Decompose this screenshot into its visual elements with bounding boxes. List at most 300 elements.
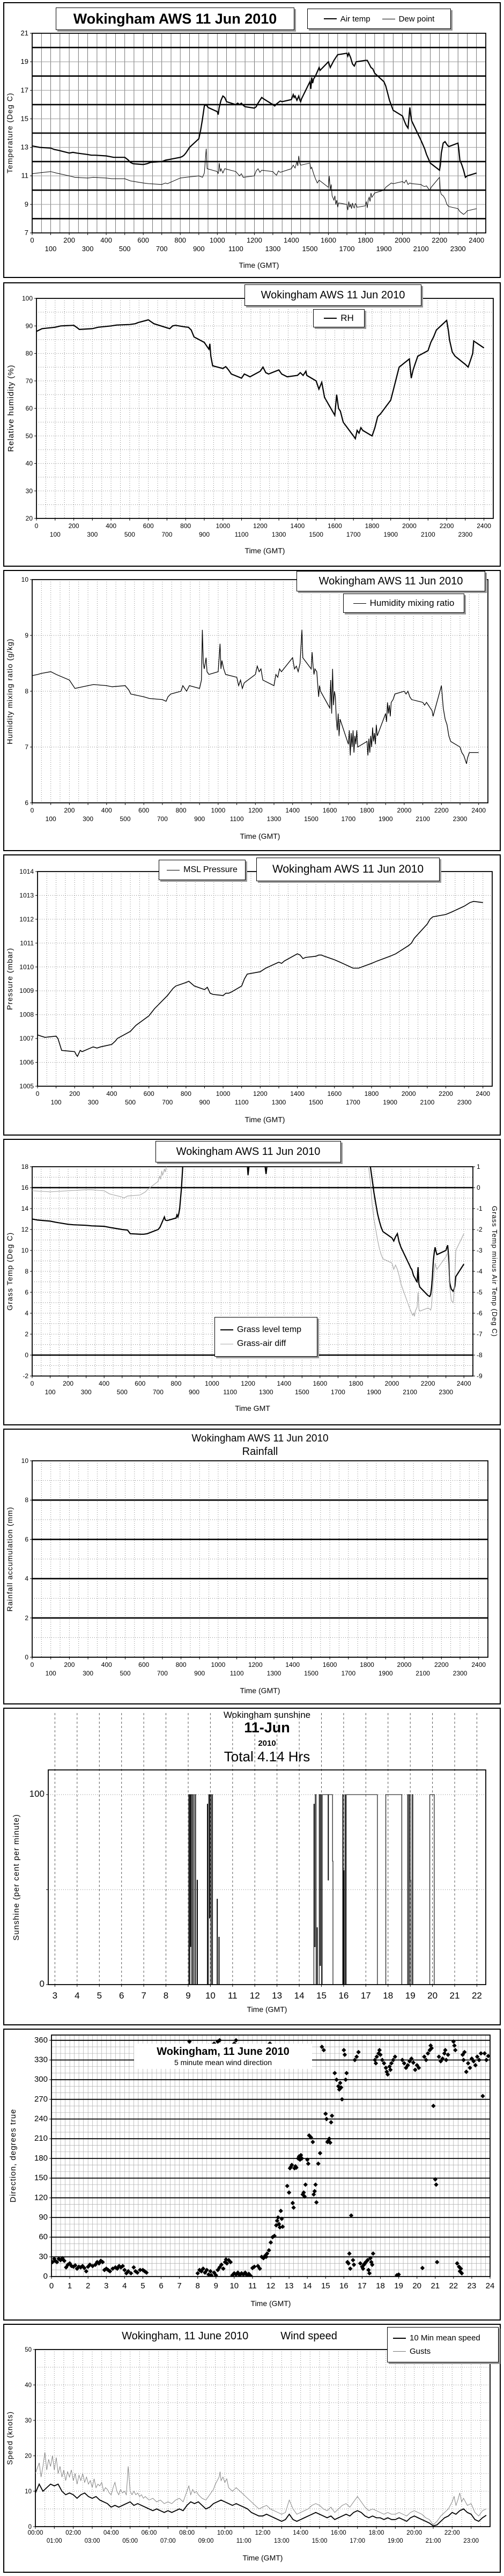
- legend-label: Dew point: [398, 14, 435, 24]
- grass-temp-plot: [4, 1140, 502, 1426]
- legend-item-gusts: [393, 2347, 431, 2356]
- svg-text:300: 300: [80, 1388, 92, 1396]
- svg-text:1100: 1100: [234, 1099, 249, 1106]
- svg-text:17: 17: [358, 2281, 367, 2290]
- chart-title-2: Wind speed: [280, 2330, 337, 2342]
- svg-text:15: 15: [321, 2281, 330, 2290]
- y-axis-label: Temperature (Deg C): [5, 92, 14, 174]
- svg-text:2: 2: [25, 1614, 28, 1622]
- svg-text:21: 21: [20, 29, 28, 37]
- svg-text:15: 15: [316, 1990, 327, 2001]
- svg-text:30: 30: [39, 2252, 48, 2262]
- y2-axis-label: Grass Temp minus Air Temp (Deg C): [491, 1205, 499, 1337]
- svg-text:7: 7: [25, 743, 28, 751]
- svg-text:18: 18: [21, 1163, 28, 1170]
- svg-text:1700: 1700: [341, 1670, 356, 1677]
- chart-title-row: [74, 2330, 385, 2343]
- x-axis-label: Time (GMT): [239, 261, 279, 269]
- svg-text:1500: 1500: [304, 1670, 318, 1677]
- svg-text:11:00: 11:00: [236, 2538, 251, 2544]
- svg-text:2100: 2100: [413, 245, 429, 253]
- svg-text:0: 0: [49, 2281, 54, 2290]
- svg-text:400: 400: [101, 1661, 112, 1668]
- svg-text:1000: 1000: [216, 522, 231, 530]
- svg-text:1200: 1200: [253, 1090, 268, 1097]
- svg-text:500: 500: [120, 1670, 131, 1677]
- svg-text:11: 11: [227, 1990, 238, 2001]
- svg-text:7: 7: [24, 229, 28, 237]
- svg-text:19: 19: [394, 2281, 403, 2290]
- svg-text:240: 240: [34, 2114, 48, 2124]
- svg-text:900: 900: [188, 1388, 200, 1396]
- svg-text:19:00: 19:00: [387, 2538, 403, 2544]
- svg-text:900: 900: [194, 815, 205, 823]
- svg-text:2: 2: [86, 2281, 91, 2290]
- svg-text:2100: 2100: [416, 815, 430, 823]
- svg-text:2000: 2000: [402, 522, 417, 530]
- svg-text:02:00: 02:00: [65, 2530, 81, 2536]
- svg-text:21: 21: [431, 2281, 440, 2290]
- svg-text:3: 3: [52, 1990, 58, 2001]
- svg-text:06:00: 06:00: [141, 2530, 157, 2536]
- chart-title: [56, 8, 294, 30]
- svg-text:300: 300: [81, 245, 94, 253]
- svg-text:2300: 2300: [458, 531, 473, 538]
- chart-title-text: Wokingham AWS 11 Jun 2010: [176, 1145, 321, 1158]
- svg-text:23: 23: [467, 2281, 477, 2290]
- rh-line-swatch: [324, 318, 337, 319]
- svg-text:2400: 2400: [469, 236, 485, 244]
- svg-text:2400: 2400: [477, 522, 491, 530]
- svg-text:11: 11: [248, 2281, 257, 2290]
- svg-text:03:00: 03:00: [84, 2538, 100, 2544]
- svg-text:300: 300: [83, 1670, 94, 1677]
- svg-text:0: 0: [25, 1351, 28, 1359]
- svg-text:900: 900: [199, 1099, 210, 1106]
- svg-text:30: 30: [25, 487, 33, 495]
- svg-text:1008: 1008: [19, 1011, 34, 1019]
- svg-text:300: 300: [83, 815, 94, 823]
- svg-text:17: 17: [20, 86, 28, 94]
- svg-text:16: 16: [339, 2281, 349, 2290]
- svg-text:2400: 2400: [456, 1380, 471, 1387]
- svg-text:0: 0: [30, 1661, 34, 1668]
- legend-item-dew-point: [382, 14, 435, 24]
- svg-text:2000: 2000: [395, 236, 411, 244]
- svg-text:12: 12: [249, 1990, 260, 2001]
- svg-text:8: 8: [25, 687, 28, 695]
- svg-text:09:00: 09:00: [198, 2538, 214, 2544]
- svg-text:2000: 2000: [397, 807, 412, 814]
- svg-text:1600: 1600: [313, 1380, 328, 1387]
- svg-text:2: 2: [25, 1330, 28, 1338]
- svg-text:1500: 1500: [304, 815, 318, 823]
- chart-title-text: Wokingham AWS 11 Jun 2010: [261, 289, 405, 301]
- chart-subtitle: Rainfall: [242, 1446, 278, 1458]
- svg-text:2100: 2100: [420, 531, 435, 538]
- chart-title: Wokingham, 11 June 2010: [122, 2330, 249, 2342]
- svg-text:1800: 1800: [364, 1090, 379, 1097]
- svg-text:0: 0: [35, 1090, 40, 1097]
- svg-text:8: 8: [25, 1496, 28, 1504]
- svg-text:1400: 1400: [285, 1661, 300, 1668]
- svg-text:22: 22: [449, 2281, 458, 2290]
- svg-text:12:00: 12:00: [255, 2530, 271, 2536]
- svg-text:1: 1: [477, 1163, 480, 1170]
- svg-text:400: 400: [101, 807, 112, 814]
- svg-text:12: 12: [266, 2281, 276, 2290]
- svg-text:2400: 2400: [476, 1090, 491, 1097]
- svg-text:1: 1: [67, 2281, 72, 2290]
- svg-text:50: 50: [25, 432, 33, 440]
- x-axis-label: Time (GMT): [240, 832, 280, 840]
- svg-text:8: 8: [195, 2281, 200, 2290]
- svg-text:2200: 2200: [434, 1661, 449, 1668]
- svg-text:18: 18: [376, 2281, 385, 2290]
- svg-text:100: 100: [50, 1099, 62, 1106]
- svg-text:7: 7: [141, 1990, 146, 2001]
- svg-text:18:00: 18:00: [368, 2530, 384, 2536]
- svg-text:0: 0: [28, 2524, 32, 2530]
- svg-text:1005: 1005: [19, 1082, 34, 1090]
- svg-text:11: 11: [21, 171, 28, 180]
- svg-text:17: 17: [360, 1990, 371, 2001]
- chart-legend: [387, 2327, 499, 2362]
- svg-text:1007: 1007: [19, 1035, 34, 1043]
- chart-title-text: Wokingham AWS 11 Jun 2010: [73, 10, 277, 27]
- y-axis-label: Grass Temp (Deg C): [5, 1232, 14, 1311]
- svg-text:-5: -5: [477, 1289, 483, 1296]
- svg-text:60: 60: [25, 405, 33, 412]
- y-axis-label: Pressure (mbar): [5, 947, 14, 1011]
- legend-item-mean-speed: [393, 2333, 480, 2343]
- svg-text:13: 13: [284, 2281, 294, 2290]
- svg-text:900: 900: [198, 531, 210, 538]
- chart-legend: [159, 860, 246, 880]
- svg-text:1500: 1500: [309, 531, 323, 538]
- svg-text:1900: 1900: [376, 245, 392, 253]
- gusts-line-swatch: [393, 2351, 406, 2352]
- svg-text:23:00: 23:00: [463, 2538, 479, 2544]
- svg-text:100: 100: [49, 531, 61, 538]
- chart-title: Wokingham, 11 June 2010: [157, 2046, 290, 2058]
- svg-text:1600: 1600: [321, 236, 336, 244]
- svg-text:15:00: 15:00: [312, 2538, 328, 2544]
- svg-text:6: 6: [25, 799, 28, 807]
- svg-text:21: 21: [449, 1990, 460, 2001]
- rainfall-plot: [4, 1430, 502, 1706]
- svg-text:07:00: 07:00: [160, 2538, 176, 2544]
- svg-text:1700: 1700: [346, 1099, 360, 1106]
- svg-text:1100: 1100: [223, 1388, 238, 1396]
- chart-panel-wind-speed: [3, 2324, 501, 2573]
- svg-text:21:00: 21:00: [425, 2538, 441, 2544]
- svg-text:6: 6: [118, 1990, 124, 2001]
- svg-text:800: 800: [180, 522, 191, 530]
- svg-text:9: 9: [24, 200, 28, 208]
- svg-text:22:00: 22:00: [444, 2530, 460, 2536]
- svg-text:2300: 2300: [457, 1099, 472, 1106]
- svg-text:2200: 2200: [420, 1380, 435, 1387]
- svg-text:200: 200: [64, 807, 75, 814]
- svg-text:1600: 1600: [327, 1090, 342, 1097]
- pressure-plot: [4, 855, 502, 1137]
- legend-item-grass-air-diff: [220, 1339, 286, 1349]
- svg-text:80: 80: [25, 349, 33, 357]
- svg-text:1400: 1400: [277, 1380, 292, 1387]
- svg-text:5: 5: [97, 1990, 102, 2001]
- svg-text:0: 0: [477, 1184, 480, 1191]
- svg-text:10: 10: [25, 2489, 32, 2495]
- legend-item-msl-pressure: [167, 865, 238, 875]
- svg-text:14:00: 14:00: [293, 2530, 309, 2536]
- svg-text:04:00: 04:00: [103, 2530, 119, 2536]
- svg-text:400: 400: [106, 522, 117, 530]
- svg-text:-2: -2: [477, 1226, 483, 1233]
- rh-plot: [4, 283, 502, 568]
- chart-panel-grass-temp: [3, 1139, 501, 1425]
- y-axis-label: Humidity mixing ratio (g/kg): [5, 638, 14, 744]
- svg-text:13: 13: [272, 1990, 283, 2001]
- svg-text:1700: 1700: [339, 245, 355, 253]
- svg-text:800: 800: [175, 807, 187, 814]
- chart-panel-wind-direction: [3, 2029, 501, 2321]
- svg-text:300: 300: [87, 1099, 99, 1106]
- svg-text:1100: 1100: [229, 815, 244, 823]
- legend-item-mixing-ratio: [353, 598, 455, 609]
- svg-text:1800: 1800: [360, 807, 374, 814]
- svg-text:-2: -2: [23, 1372, 28, 1380]
- y-axis-label: Rainfall accumulation (mm): [5, 1506, 14, 1612]
- chart-title: Wokingham sunshine: [223, 1710, 311, 1720]
- svg-text:1600: 1600: [322, 807, 337, 814]
- chart-title-box: [134, 2044, 312, 2069]
- svg-text:2200: 2200: [434, 807, 449, 814]
- svg-text:180: 180: [34, 2153, 48, 2163]
- svg-text:2000: 2000: [384, 1380, 399, 1387]
- svg-text:08:00: 08:00: [179, 2530, 195, 2536]
- svg-text:19: 19: [405, 1990, 416, 2001]
- svg-text:16: 16: [338, 1990, 349, 2001]
- y-axis-label: Relative humidity (%): [6, 364, 16, 452]
- svg-text:0: 0: [30, 236, 34, 244]
- legend-label: 10 Min mean speed: [410, 2333, 480, 2343]
- svg-text:2100: 2100: [403, 1388, 417, 1396]
- chart-title: [297, 571, 485, 591]
- mixing-ratio-plot: [4, 571, 502, 852]
- svg-text:100: 100: [45, 1388, 56, 1396]
- svg-text:800: 800: [171, 1380, 182, 1387]
- svg-text:1700: 1700: [346, 531, 361, 538]
- svg-text:100: 100: [29, 1789, 45, 1799]
- svg-text:1600: 1600: [328, 522, 342, 530]
- chart-subtitle: 5 minute mean wind direction: [174, 2058, 272, 2067]
- legend-label: MSL Pressure: [183, 865, 238, 874]
- svg-text:9: 9: [213, 2281, 218, 2290]
- svg-text:1900: 1900: [383, 531, 398, 538]
- svg-text:1500: 1500: [294, 1388, 309, 1396]
- svg-text:16: 16: [21, 1184, 28, 1191]
- chart-title-text: Wokingham AWS 11 Jun 2010: [318, 575, 463, 587]
- svg-text:10: 10: [229, 2281, 239, 2290]
- svg-text:1500: 1500: [302, 245, 318, 253]
- y-axis-label: Direction, degrees true: [9, 2109, 18, 2203]
- svg-text:1700: 1700: [331, 1388, 345, 1396]
- svg-text:4: 4: [25, 1309, 28, 1317]
- chart-title: [244, 284, 421, 306]
- svg-text:90: 90: [39, 2212, 48, 2222]
- legend-item-rh: [324, 313, 354, 324]
- svg-text:1200: 1200: [246, 236, 262, 244]
- svg-text:1300: 1300: [266, 1670, 281, 1677]
- svg-text:40: 40: [25, 2382, 32, 2389]
- svg-text:-6: -6: [477, 1309, 483, 1317]
- svg-text:2300: 2300: [453, 1670, 468, 1677]
- y-axis-label: Speed (knots): [5, 2411, 14, 2465]
- svg-text:1400: 1400: [285, 807, 300, 814]
- svg-text:1500: 1500: [308, 1099, 323, 1106]
- svg-text:3: 3: [104, 2281, 109, 2290]
- svg-text:9: 9: [25, 632, 28, 639]
- legend-label: Air temp: [340, 14, 370, 24]
- chart-panel-sunshine: [3, 1708, 501, 2025]
- chart-legend: [343, 594, 464, 613]
- svg-text:1200: 1200: [241, 1380, 255, 1387]
- svg-text:500: 500: [120, 815, 131, 823]
- svg-text:16:00: 16:00: [330, 2530, 346, 2536]
- chart-subtitle-date: 11-Jun: [244, 1719, 290, 1736]
- svg-text:1100: 1100: [228, 245, 243, 253]
- svg-text:700: 700: [152, 1388, 164, 1396]
- svg-text:01:00: 01:00: [46, 2538, 62, 2544]
- svg-text:0: 0: [30, 1380, 34, 1387]
- svg-text:14: 14: [294, 1990, 305, 2001]
- chart-subtitle-year: 2010: [258, 1739, 276, 1748]
- svg-text:100: 100: [45, 815, 56, 823]
- svg-text:1900: 1900: [383, 1099, 397, 1106]
- svg-text:700: 700: [155, 245, 168, 253]
- svg-text:20: 20: [412, 2281, 422, 2290]
- svg-text:6: 6: [25, 1289, 28, 1296]
- mixing-ratio-line-swatch: [353, 603, 366, 604]
- svg-text:14: 14: [21, 1205, 28, 1212]
- wind-direction-plot: [4, 2030, 502, 2322]
- svg-text:1300: 1300: [265, 245, 281, 253]
- svg-text:10: 10: [21, 576, 28, 583]
- svg-text:14: 14: [302, 2281, 312, 2290]
- svg-text:1400: 1400: [290, 522, 305, 530]
- svg-text:1009: 1009: [19, 987, 34, 995]
- svg-text:1900: 1900: [367, 1388, 381, 1396]
- svg-text:2200: 2200: [432, 236, 448, 244]
- svg-text:200: 200: [69, 1090, 80, 1097]
- svg-text:1012: 1012: [19, 915, 34, 923]
- svg-text:1700: 1700: [341, 815, 356, 823]
- svg-text:800: 800: [175, 1661, 187, 1668]
- chart-panel-pressure: [3, 854, 501, 1136]
- svg-text:500: 500: [124, 531, 135, 538]
- legend-label: RH: [340, 313, 354, 323]
- chart-panel-air-temp: [3, 2, 501, 278]
- svg-text:1800: 1800: [358, 236, 374, 244]
- svg-text:2000: 2000: [397, 1661, 412, 1668]
- svg-text:300: 300: [34, 2075, 48, 2084]
- svg-text:400: 400: [106, 1090, 117, 1097]
- svg-text:-7: -7: [477, 1330, 483, 1338]
- svg-text:9: 9: [186, 1990, 191, 2001]
- svg-text:2200: 2200: [439, 522, 454, 530]
- svg-text:2100: 2100: [420, 1099, 435, 1106]
- legend-item-grass-level-temp: [220, 1325, 301, 1335]
- chart-title-text: Wokingham AWS 11 Jun 2010: [272, 863, 424, 875]
- svg-text:600: 600: [137, 236, 150, 244]
- svg-text:8: 8: [25, 1268, 28, 1275]
- svg-text:-4: -4: [477, 1268, 483, 1275]
- legend-item-air-temp: [324, 14, 370, 24]
- svg-text:600: 600: [138, 1661, 150, 1668]
- svg-text:4: 4: [122, 2281, 127, 2290]
- svg-text:1013: 1013: [19, 891, 34, 899]
- chart-panel-mixing-ratio: [3, 570, 501, 851]
- svg-text:1800: 1800: [349, 1380, 364, 1387]
- x-axis-label: Time (GMT): [244, 1115, 285, 1124]
- legend-label: Grass level temp: [237, 1325, 302, 1334]
- svg-text:13: 13: [20, 143, 28, 151]
- svg-text:2000: 2000: [401, 1090, 416, 1097]
- svg-text:6: 6: [25, 1535, 28, 1543]
- svg-text:1900: 1900: [378, 1670, 393, 1677]
- svg-text:10: 10: [205, 1990, 216, 2001]
- svg-text:270: 270: [34, 2094, 48, 2104]
- svg-text:20: 20: [427, 1990, 438, 2001]
- svg-text:1100: 1100: [229, 1670, 244, 1677]
- svg-text:1800: 1800: [360, 1661, 374, 1668]
- svg-text:4: 4: [25, 1575, 28, 1583]
- svg-text:200: 200: [64, 1661, 75, 1668]
- svg-text:10: 10: [21, 1247, 28, 1254]
- svg-text:2300: 2300: [453, 815, 468, 823]
- legend-label: Humidity mixing ratio: [369, 598, 455, 608]
- svg-text:10:00: 10:00: [217, 2530, 233, 2536]
- svg-text:1300: 1300: [271, 1099, 286, 1106]
- grass-temp-line-swatch: [220, 1329, 233, 1330]
- svg-text:700: 700: [162, 1099, 173, 1106]
- svg-text:1300: 1300: [258, 1388, 273, 1396]
- svg-text:1300: 1300: [266, 815, 281, 823]
- x-axis-label: Time GMT: [235, 1404, 270, 1413]
- svg-text:1400: 1400: [290, 1090, 305, 1097]
- svg-text:13:00: 13:00: [273, 2538, 290, 2544]
- svg-text:7: 7: [177, 2281, 182, 2290]
- svg-text:400: 400: [100, 236, 112, 244]
- svg-text:20:00: 20:00: [406, 2530, 423, 2536]
- chart-legend: [313, 309, 365, 327]
- svg-text:200: 200: [63, 236, 75, 244]
- svg-text:200: 200: [68, 522, 79, 530]
- svg-text:60: 60: [39, 2232, 48, 2242]
- svg-text:1300: 1300: [271, 531, 286, 538]
- svg-text:1200: 1200: [248, 1661, 263, 1668]
- chart-title: [256, 858, 440, 881]
- svg-text:1400: 1400: [283, 236, 299, 244]
- svg-text:0: 0: [25, 1653, 28, 1661]
- svg-text:360: 360: [34, 2035, 48, 2045]
- svg-text:1200: 1200: [248, 807, 263, 814]
- svg-text:2300: 2300: [450, 245, 466, 253]
- svg-text:1600: 1600: [322, 1661, 337, 1668]
- air-temp-line-swatch: [324, 18, 337, 19]
- svg-text:5: 5: [140, 2281, 145, 2290]
